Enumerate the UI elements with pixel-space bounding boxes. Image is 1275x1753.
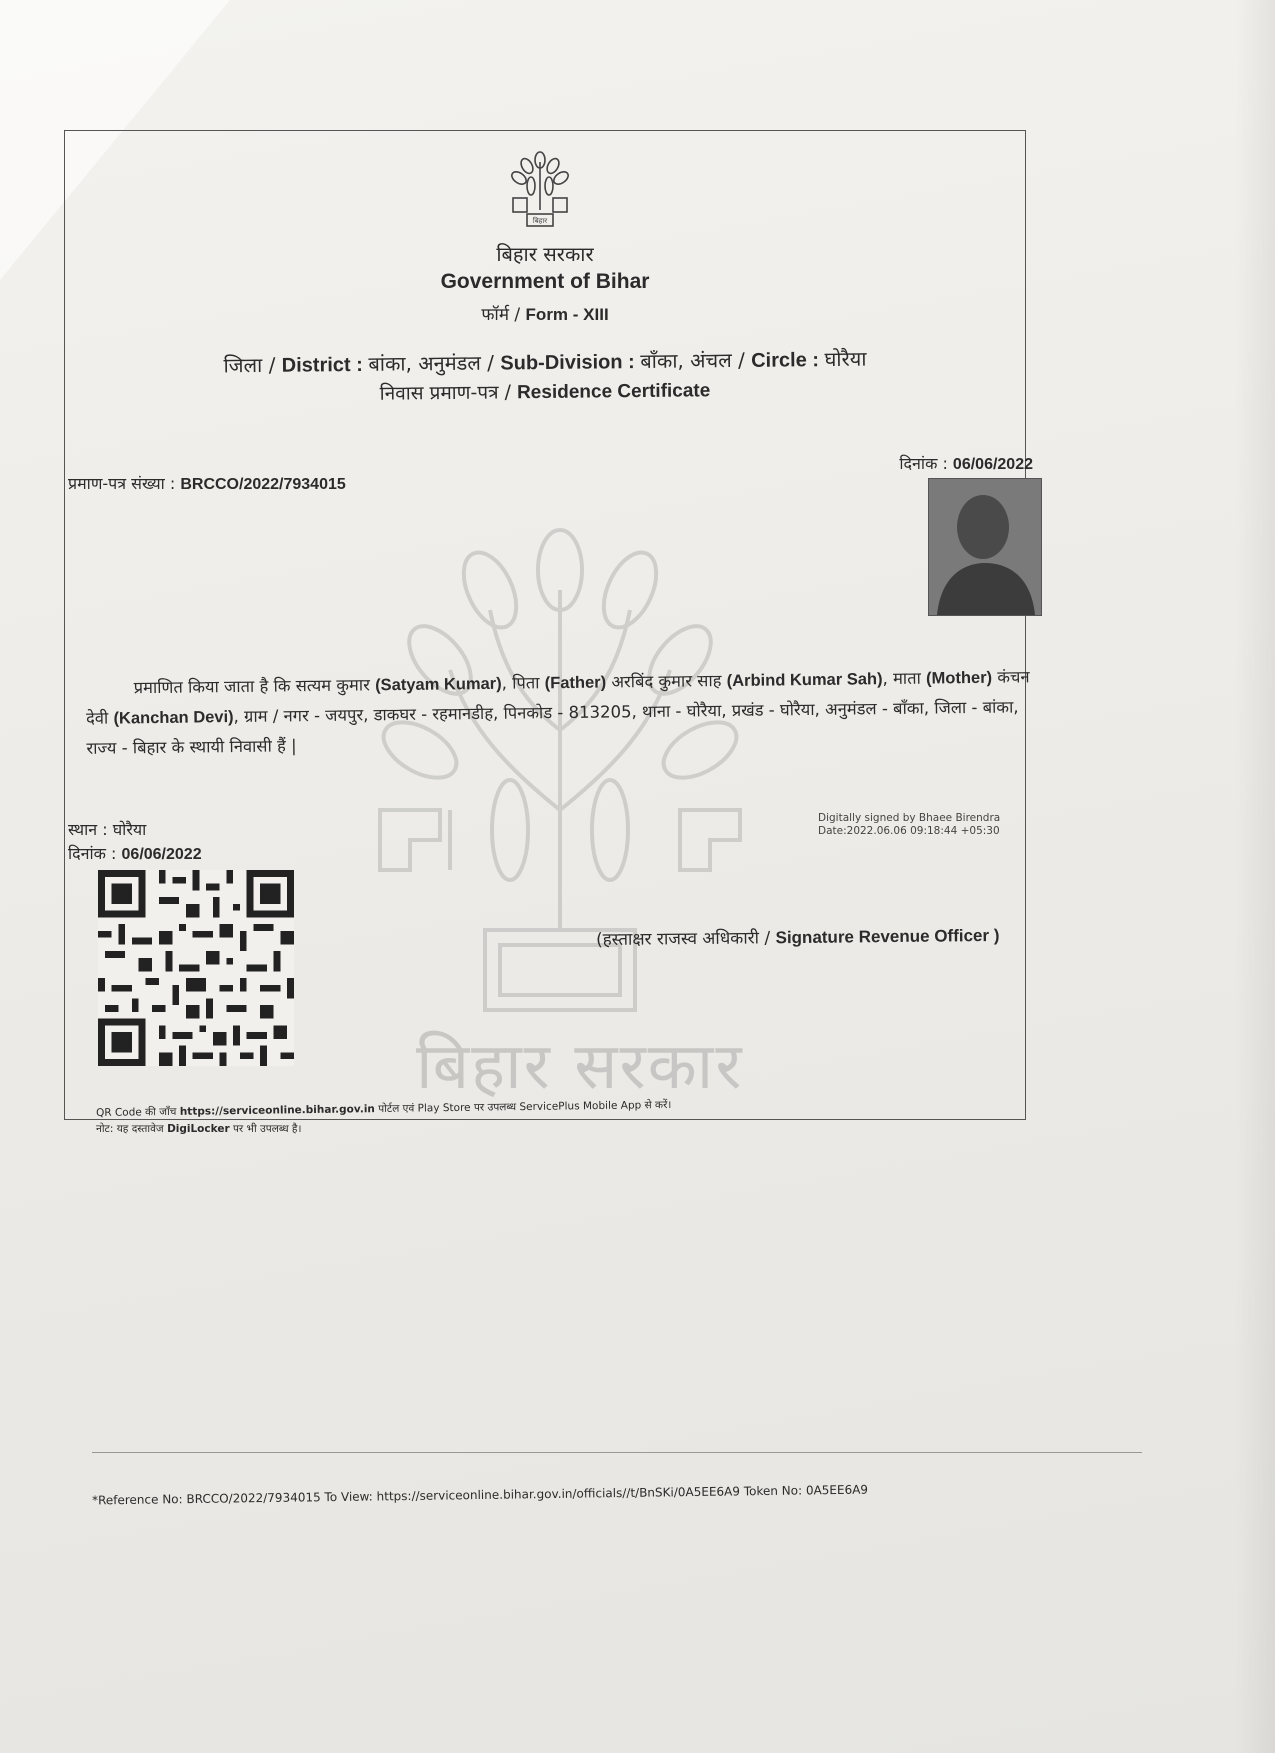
certificate-title-hi: निवास प्रमाण-पत्र / [379, 381, 518, 405]
signature-revenue-officer [596, 923, 1000, 950]
subdivision-value: बाँका, [640, 348, 691, 374]
form-label-hindi: फॉर्म / [481, 305, 526, 325]
certificate-body [85, 662, 1046, 764]
body-text-3: अरबिंद कुमार साह [606, 671, 727, 692]
digital-signature-stamp [818, 812, 1000, 838]
issue-date [899, 452, 1033, 474]
qr-note-link: https://serviceonline.bihar.gov.in [179, 1103, 375, 1118]
district-label-hi: जिला / [223, 352, 282, 378]
qr-note-prefix: QR Code की जाँच [95, 1105, 180, 1120]
government-title: Government of Bihar [440, 270, 650, 293]
circle-value: घोरैया [824, 346, 867, 372]
svg-text:बिहार: बिहार [532, 217, 548, 225]
bottom-date-value: 06/06/2022 [121, 846, 202, 863]
issue-date-label: दिनांक : [899, 454, 953, 473]
body-text-6: , ग्राम / नगर - जयपुर, डाकघर - रहमानडीह, पिनकोड - 813205, थाना - घोरैया, प्रखंड - घोरैया, अनुमंडल - बाँका, जिला - बांका, राज्य - बिहार के स्थायी निवासी हैं | [86, 697, 1019, 758]
body-text-5: कंचन देवी [85, 667, 1030, 728]
digilocker-note-suffix: पर भी उपलब्ध है। [229, 1123, 302, 1135]
form-number [64, 302, 1026, 325]
mother-name: (Kanchan Devi) [113, 708, 234, 728]
person-photo-icon [929, 479, 1041, 615]
digilocker-note [96, 1122, 301, 1136]
circle-label-hi: अंचल / [690, 347, 752, 373]
qr-code-icon [98, 870, 294, 1066]
form-label-english: Form - XIII [525, 305, 609, 324]
district-value: बांका, [368, 351, 419, 376]
digital-signature-signer: Digitally signed by Bhaee Birendra [818, 812, 1001, 824]
certificate-number [68, 472, 346, 494]
digital-signature-date: Date:2022.06.06 09:18:44 +05:30 [818, 825, 1000, 837]
bihar-emblem-icon [495, 150, 585, 240]
footer-divider [92, 1452, 1142, 1453]
body-text-1: प्रमाणित किया जाता है कि सत्यम कुमार [133, 675, 376, 698]
certificate-number-label: प्रमाण-पत्र संख्या : [68, 474, 181, 493]
reference-footer: *Reference No: BRCCO/2022/7934015 To View: https://serviceonline.bihar.gov.in/officials//t/BnSKi/0A5EE6A9 Token No: 0A5EE6A9 [91, 1482, 869, 1508]
hindi-government-title: बिहार सरकार [496, 242, 594, 266]
body-text-4: , माता [882, 668, 927, 689]
district-label-en: District : [281, 353, 369, 377]
signature-label-en: Signature Revenue Officer ) [775, 925, 1000, 948]
place-label: स्थान : [68, 820, 113, 839]
issue-date-value: 06/06/2022 [952, 456, 1033, 473]
mother-label: (Mother) [925, 668, 993, 688]
applicant-name: (Satyam Kumar) [375, 674, 502, 695]
place-value: घोरैया [112, 820, 147, 839]
qr-note-suffix: पोर्टल एवं Play Store पर उपलब्ध ServicePlus Mobile App से करें। [374, 1098, 672, 1116]
paper-edge-shadow [1235, 0, 1275, 1753]
subdivision-label-en: Sub-Division : [500, 351, 641, 375]
body-text-2: , पिता [501, 673, 545, 693]
digilocker-name: DigiLocker [167, 1123, 230, 1135]
certificate-number-value: BRCCO/2022/7934015 [180, 476, 346, 493]
father-name: (Arbind Kumar Sah) [726, 670, 883, 691]
signature-label-hi: (हस्ताक्षर राजस्व अधिकारी / [595, 928, 776, 951]
digilocker-note-prefix: नोट: यह दस्तावेज [96, 1123, 168, 1135]
bottom-date [68, 842, 202, 864]
place [68, 818, 146, 840]
bottom-date-label: दिनांक : [68, 844, 122, 863]
father-label: (Father) [544, 673, 607, 693]
certificate-title-en: Residence Certificate [516, 380, 711, 404]
circle-label-en: Circle : [751, 349, 825, 372]
applicant-photo [928, 478, 1042, 616]
subdivision-label-hi: अनुमंडल / [418, 350, 501, 376]
watermark-text: बिहार सरकार [416, 1030, 744, 1104]
